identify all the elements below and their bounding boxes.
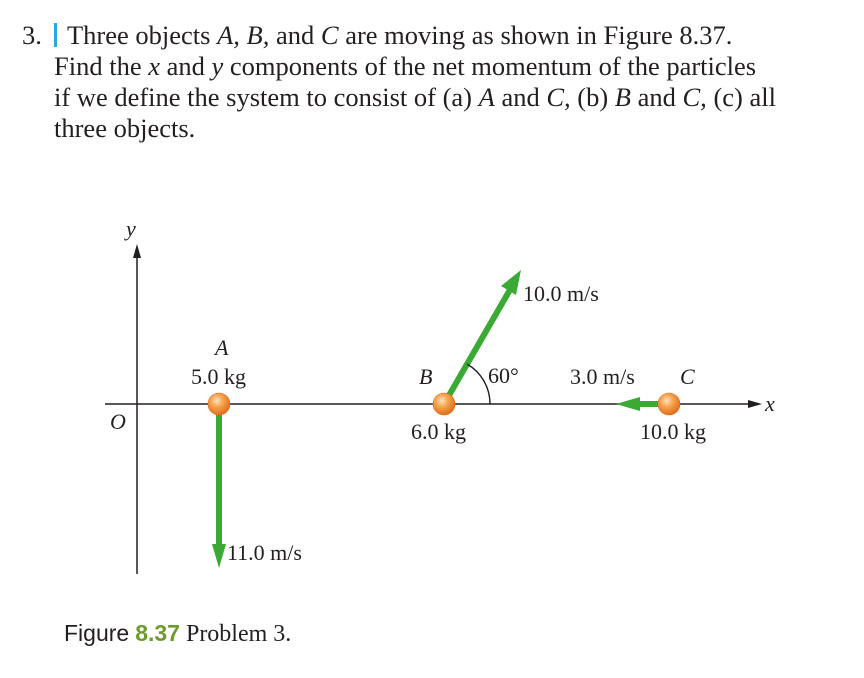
problem-text-segment: Find the <box>54 51 149 81</box>
object-c-mass: 10.0 kg <box>640 419 706 444</box>
caption-figure-word: Figure <box>64 620 130 646</box>
problem-text-segment: and <box>269 20 321 50</box>
object-c-ball <box>658 393 680 415</box>
object-b-label: B <box>419 364 433 389</box>
object-b-mass: 6.0 kg <box>411 419 466 444</box>
problem-text-segment: if we define the system to consist of (a) <box>54 82 479 112</box>
problem-text-segment: B, <box>246 20 270 50</box>
arrow-b-head-icon <box>501 270 521 295</box>
angle-arc <box>467 364 490 404</box>
problem-text-segment: (b) <box>570 82 615 112</box>
figure-caption <box>64 620 291 648</box>
object-a-mass: 5.0 kg <box>191 364 246 389</box>
problem-text-segment: and <box>494 82 547 112</box>
object-b-velocity: 10.0 m/s <box>523 281 599 306</box>
problem-text-segment: are moving as shown in Figure 8.37. <box>338 20 733 50</box>
caption-figure-number: 8.37 <box>135 620 180 646</box>
caption-title: Problem 3. <box>185 621 292 647</box>
problem-text-segment: C <box>320 20 339 50</box>
y-axis-label: y <box>126 216 136 241</box>
problem-text-segment: and <box>630 82 683 112</box>
problem-text-segment: components of the net momentum of the particles <box>223 51 757 81</box>
problem-text-segment: C, <box>546 82 571 112</box>
problem-text-segment: C, <box>682 82 707 112</box>
object-a-label: A <box>215 335 229 360</box>
problem-text-segment: (c) all <box>706 82 776 112</box>
problem-text-segment: y <box>211 51 224 81</box>
y-axis-arrowhead-icon <box>133 244 141 258</box>
problem-number: 3. <box>22 20 42 50</box>
object-a-velocity: 11.0 m/s <box>227 540 302 565</box>
problem-text-segment: three objects. <box>54 113 196 143</box>
object-c-velocity: 3.0 m/s <box>570 364 635 389</box>
problem-text-segment: A <box>478 82 495 112</box>
problem-text-segment: and <box>160 51 212 81</box>
object-b-ball <box>433 393 455 415</box>
problem-text-segment: Three objects <box>67 20 218 50</box>
x-axis-label: x <box>765 391 775 416</box>
object-a-ball <box>208 393 230 415</box>
arrow-a-head-icon <box>212 544 226 568</box>
origin-label: O <box>110 409 126 434</box>
object-c-label: C <box>680 364 695 389</box>
x-axis-arrowhead-icon <box>748 400 762 408</box>
arrow-c-head-icon <box>616 397 640 411</box>
angle-label: 60° <box>488 363 519 388</box>
problem-text-segment: A, <box>217 20 240 50</box>
problem-text-segment: x <box>148 51 160 81</box>
problem-text-segment: B <box>614 82 631 112</box>
